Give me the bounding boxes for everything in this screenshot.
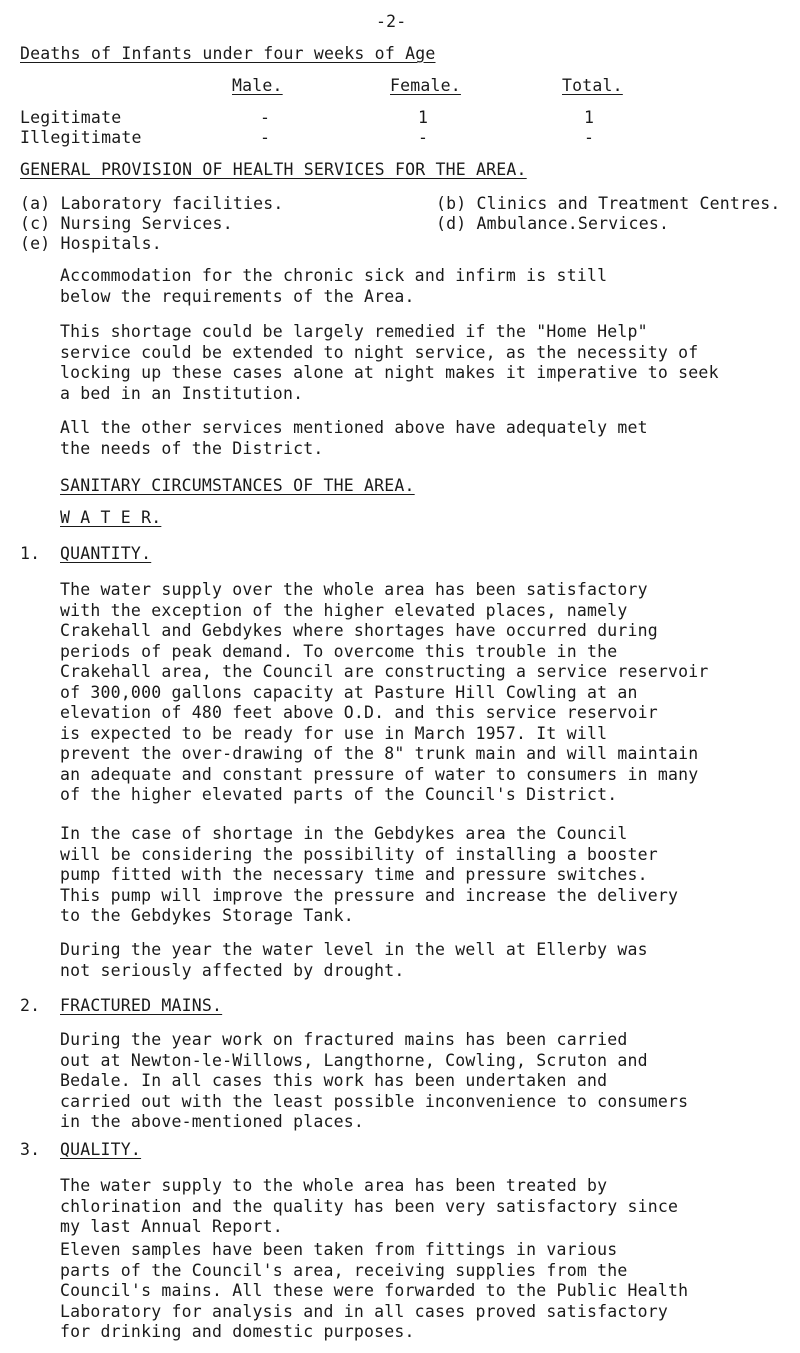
cell-legitimate-total: 1 (584, 108, 595, 127)
item-marker: (a) (20, 194, 51, 213)
page-number: -2- (376, 12, 407, 31)
cell-illegitimate-total: - (584, 128, 595, 147)
item-text: Ambulance.Services. (476, 214, 670, 233)
provision-item-c (20, 214, 233, 233)
water-subheading: W A T E R. (60, 508, 162, 527)
provision-item-d (436, 214, 669, 233)
section-1-number: 1. (20, 544, 41, 563)
section-3-number: 3. (20, 1140, 41, 1159)
general-provision-heading: GENERAL PROVISION OF HEALTH SERVICES FOR THE AREA. (20, 160, 527, 179)
provision-item-a (20, 194, 284, 213)
row-label-legitimate: Legitimate (20, 108, 122, 127)
quality-paragraph-2: Eleven samples have been taken from fittings in various parts of the Council's area, receiving supplies from the Council's mains. All these were forwarded to the Public Health Laboratory for analysis and in all cases proved satisfactory for drinking and domestic purposes. (60, 1240, 689, 1341)
quality-paragraph-1: The water supply to the whole area has been treated by chlorination and the quality has been very satisfactory since my last Annual Report. (60, 1176, 679, 1236)
column-female: Female. (390, 76, 461, 95)
item-marker: (c) (20, 214, 51, 233)
section-1-title: QUANTITY. (60, 544, 152, 563)
cell-legitimate-male: - (260, 108, 271, 127)
sanitary-heading: SANITARY CIRCUMSTANCES OF THE AREA. (60, 476, 415, 495)
infant-deaths-heading: Deaths of Infants under four weeks of Age (20, 44, 436, 63)
cell-illegitimate-male: - (260, 128, 271, 147)
provision-item-b (436, 194, 781, 213)
cell-illegitimate-female: - (418, 128, 429, 147)
item-text: Nursing Services. (60, 214, 233, 233)
section-3-title: QUALITY. (60, 1140, 142, 1159)
item-marker: (b) (436, 194, 467, 213)
provision-paragraph-1: Accommodation for the chronic sick and infirm is still below the requirements of the Area. (60, 266, 608, 306)
provision-paragraph-3: All the other services mentioned above have adequately met the needs of the District. (60, 418, 648, 458)
item-marker: (e) (20, 234, 51, 253)
fractured-mains-paragraph: During the year work on fractured mains has been carried out at Newton-le-Willows, Langthorne, Cowling, Scruton and Bedale. In all cases this work has been undertaken and carried out with the least possible inconvenience to consumers in the above-mentioned places. (60, 1030, 689, 1131)
item-text: Laboratory facilities. (60, 194, 284, 213)
item-marker: (d) (436, 214, 467, 233)
item-text: Clinics and Treatment Centres. (476, 194, 781, 213)
column-total: Total. (562, 76, 623, 95)
section-2-title: FRACTURED MAINS. (60, 996, 223, 1015)
provision-item-e (20, 234, 162, 253)
quantity-paragraph-2: In the case of shortage in the Gebdykes area the Council will be considering the possibility of installing a booster pump fitted with the necessary time and pressure switches. This pump will improve the pressure and increase the delivery to the Gebdykes Storage Tank. (60, 824, 679, 925)
section-2-number: 2. (20, 996, 41, 1015)
quantity-paragraph-1: The water supply over the whole area has been satisfactory with the exception of the higher elevated places, namely Crakehall and Gebdykes where shortages have occurred during periods of peak demand. To overcome this trouble in the Crakehall area, the Council are constructing a service reservoir of 300,000 gallons capacity at Pasture Hill Cowling at an elevation of 480 feet above O.D. and this service reservoir is expected to be ready for use in March 1957. It will prevent the over-drawing of the 8" trunk main and will maintain an adequate and constant pressure of water to consumers in many of the higher elevated parts of the Council's District. (60, 580, 709, 804)
quantity-paragraph-3: During the year the water level in the well at Ellerby was not seriously affected by drought. (60, 940, 648, 980)
row-label-illegitimate: Illegitimate (20, 128, 142, 147)
provision-paragraph-2: This shortage could be largely remedied if the "Home Help" service could be extended to night service, as the necessity of locking up these cases alone at night makes it imperative to seek a bed in an Institution. (60, 322, 719, 403)
cell-legitimate-female: 1 (418, 108, 429, 127)
column-male: Male. (232, 76, 283, 95)
item-text: Hospitals. (60, 234, 162, 253)
